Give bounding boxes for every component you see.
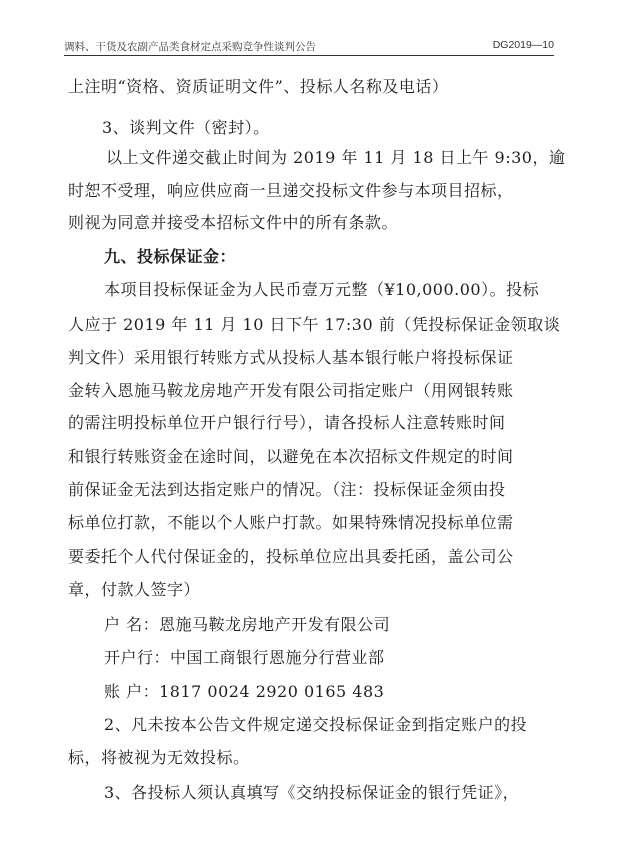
account-number-line: 账 户：1817 0024 2920 0165 483 (104, 682, 385, 701)
text-line: 以上文件递交截止时间为 2019 年 11 月 18 日上午 9:30，逾 (106, 148, 566, 167)
text-line: 3、各投标人须认真填写《交纳投标保证金的银行凭证》， (104, 783, 520, 802)
text-line: 2、凡未按本公告文件规定递交投标保证金到指定账户的投 (104, 715, 528, 734)
text-line: 人应于 2019 年 11 月 10 日下午 17:30 前（凭投标保证金领取谈 (68, 315, 561, 334)
section-heading: 九、投标保证金： (104, 247, 237, 266)
account-name-line: 户 名：恩施马鞍龙房地产开发有限公司 (104, 615, 391, 634)
text-line: 前保证金无法到达指定账户的情况。（注：投标保证金须由投 (68, 480, 506, 499)
bank-line: 开户行：中国工商银行恩施分行营业部 (104, 648, 385, 667)
text-line: 标单位打款，不能以个人账户打款。如果特殊情况投标单位需 (68, 513, 514, 532)
text-line: 要委托个人代付保证金的，投标单位应出具委托函，盖公司公 (68, 547, 514, 566)
text-line: 金转入恩施马鞍龙房地产开发有限公司指定账户（用网银转账 (68, 381, 514, 400)
text-line: 标，将被视为无效投标。 (68, 748, 250, 767)
text-line: 本项目投标保证金为人民币壹万元整（¥10,000.00）。投标 (104, 280, 540, 299)
text-line: 章，付款人签字） (68, 580, 201, 599)
text-line: 上注明“资格、资质证明文件”、投标人名称及电话） (68, 77, 449, 96)
text-line: 的需注明投标单位开户银行行号），请各投标人注意转账时间 (68, 413, 506, 432)
text-line: 则视为同意并接受本招标文件中的所有条款。 (68, 213, 399, 232)
text-line: 和银行转账资金在途时间，以避免在本次招标文件规定的时间 (68, 447, 514, 466)
text-line: 判文件）采用银行转账方式从投标人基本银行帐户将投标保证 (68, 348, 514, 367)
header-title: 调料、干货及农副产品类食材定点采购竞争性谈判公告 (64, 41, 316, 53)
page-header (64, 37, 554, 56)
header-doc-code: DG2019—10 (492, 39, 554, 51)
text-line: 3、谈判文件（密封）。 (102, 118, 270, 137)
text-line: 时恕不受理，响应供应商一旦递交投标文件参与本项目招标， (68, 181, 514, 200)
